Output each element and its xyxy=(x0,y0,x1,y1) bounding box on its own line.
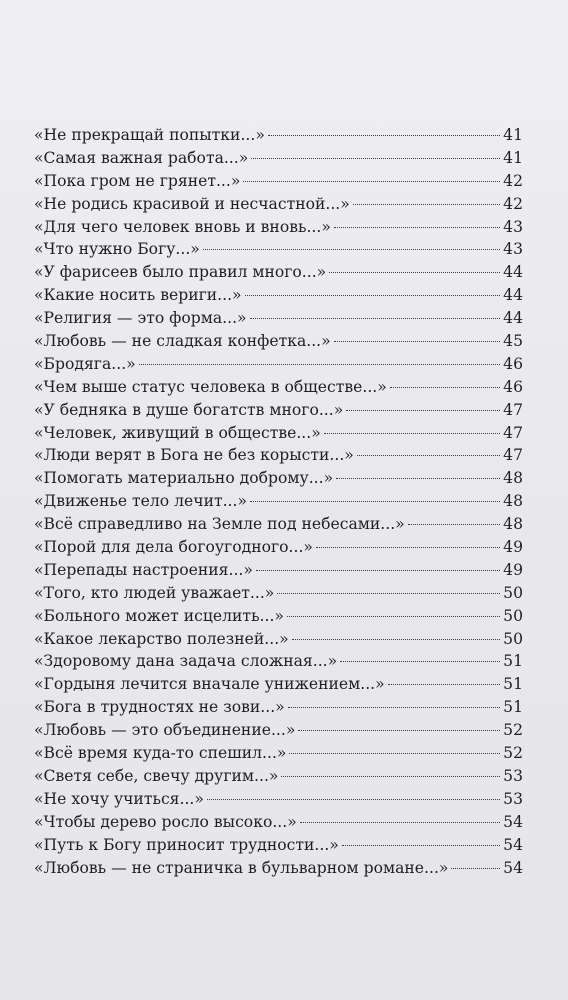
toc-entry-title: «Помогать материально доброму...» xyxy=(34,469,334,488)
toc-entry xyxy=(34,834,523,857)
toc-entry xyxy=(34,147,523,170)
toc-entry-title: «У бедняка в душе богатств много...» xyxy=(34,400,344,419)
toc-entry xyxy=(34,307,523,330)
dot-leader xyxy=(281,776,500,777)
toc-entry-title: «Любовь — не сладкая конфетка...» xyxy=(34,332,331,351)
toc-entry-page-number: 44 xyxy=(503,286,523,305)
toc-entry-page-number: 50 xyxy=(503,583,523,602)
dot-leader xyxy=(250,318,501,319)
toc-entry xyxy=(34,536,523,559)
dot-leader xyxy=(353,204,500,205)
toc-entry-page-number: 48 xyxy=(503,515,523,534)
toc-entry-page-number: 54 xyxy=(503,835,523,854)
dot-leader xyxy=(324,433,500,434)
toc-entry-page-number: 43 xyxy=(503,217,523,236)
toc-entry-title: «Религия — это форма...» xyxy=(34,309,247,328)
toc-entry-title: «Того, кто людей уважает...» xyxy=(34,583,275,602)
table-of-contents xyxy=(34,124,523,879)
toc-entry-page-number: 51 xyxy=(503,698,523,717)
toc-entry xyxy=(34,719,523,742)
toc-entry-page-number: 47 xyxy=(503,400,523,419)
toc-entry-title: «У фарисеев было правил много...» xyxy=(34,263,327,282)
dot-leader xyxy=(207,799,500,800)
dot-leader xyxy=(292,639,500,640)
toc-entry xyxy=(34,261,523,284)
toc-entry-page-number: 51 xyxy=(503,675,523,694)
dot-leader xyxy=(245,295,501,296)
toc-entry xyxy=(34,788,523,811)
toc-entry xyxy=(34,353,523,376)
toc-entry-title: «Не хочу учиться...» xyxy=(34,789,204,808)
dot-leader xyxy=(346,410,500,411)
toc-entry-page-number: 49 xyxy=(503,538,523,557)
dot-leader xyxy=(288,707,500,708)
toc-entry-page-number: 44 xyxy=(503,263,523,282)
toc-entry-title: «Самая важная работа...» xyxy=(34,148,249,167)
toc-entry xyxy=(34,124,523,147)
toc-entry-title: «Для чего человек вновь и вновь...» xyxy=(34,217,331,236)
dot-leader xyxy=(336,478,500,479)
dot-leader xyxy=(408,524,500,525)
toc-entry-page-number: 43 xyxy=(503,240,523,259)
toc-entry xyxy=(34,490,523,513)
toc-entry-page-number: 42 xyxy=(503,171,523,190)
toc-entry-title: «Больного может исцелить...» xyxy=(34,606,284,625)
toc-entry-title: «Всё время куда-то спешил...» xyxy=(34,744,287,763)
toc-entry xyxy=(34,399,523,422)
toc-entry xyxy=(34,170,523,193)
toc-entry-page-number: 46 xyxy=(503,377,523,396)
dot-leader xyxy=(357,455,500,456)
toc-entry xyxy=(34,742,523,765)
toc-entry-page-number: 50 xyxy=(503,629,523,648)
toc-entry-page-number: 54 xyxy=(503,858,523,877)
dot-leader xyxy=(139,364,500,365)
toc-entry xyxy=(34,422,523,445)
dot-leader xyxy=(342,845,500,846)
toc-entry-title: «Бога в трудностях не зови...» xyxy=(34,698,285,717)
toc-entry-title: «Чтобы дерево росло высоко...» xyxy=(34,812,297,831)
toc-entry-title: «Какие носить вериги...» xyxy=(34,286,242,305)
dot-leader xyxy=(289,753,500,754)
dot-leader xyxy=(340,661,500,662)
toc-entry xyxy=(34,673,523,696)
toc-entry-title: «Движенье тело лечит...» xyxy=(34,492,248,511)
toc-entry-page-number: 45 xyxy=(503,332,523,351)
toc-entry xyxy=(34,193,523,216)
toc-entry-page-number: 42 xyxy=(503,194,523,213)
dot-leader xyxy=(287,616,500,617)
toc-entry-page-number: 53 xyxy=(503,789,523,808)
toc-entry-page-number: 47 xyxy=(503,423,523,442)
toc-entry-page-number: 48 xyxy=(503,469,523,488)
toc-entry-title: «Пока гром не грянет...» xyxy=(34,171,241,190)
toc-entry xyxy=(34,765,523,788)
toc-entry-title: «Путь к Богу приносит трудности...» xyxy=(34,835,339,854)
toc-entry xyxy=(34,628,523,651)
toc-entry-title: «Не родись красивой и несчастной...» xyxy=(34,194,350,213)
toc-entry-title: «Любовь — это объединение...» xyxy=(34,721,296,740)
dot-leader xyxy=(203,249,500,250)
toc-entry xyxy=(34,467,523,490)
toc-entry-page-number: 51 xyxy=(503,652,523,671)
toc-entry-page-number: 50 xyxy=(503,606,523,625)
toc-entry-title: «Перепады настроения...» xyxy=(34,560,253,579)
toc-entry-title: «Какое лекарство полезней...» xyxy=(34,629,289,648)
dot-leader xyxy=(251,158,500,159)
toc-entry xyxy=(34,696,523,719)
toc-entry-title: «Бродяга...» xyxy=(34,354,136,373)
toc-entry-page-number: 52 xyxy=(503,721,523,740)
toc-entry xyxy=(34,559,523,582)
dot-leader xyxy=(451,868,500,869)
toc-entry xyxy=(34,857,523,880)
toc-entry-page-number: 47 xyxy=(503,446,523,465)
toc-entry-title: «Любовь — не страничка в бульварном романе...» xyxy=(34,858,449,877)
dot-leader xyxy=(316,547,500,548)
dot-leader xyxy=(334,341,500,342)
toc-entry xyxy=(34,650,523,673)
toc-entry xyxy=(34,811,523,834)
toc-entry xyxy=(34,330,523,353)
dot-leader xyxy=(250,501,500,502)
toc-entry-title: «Порой для дела богоугодного...» xyxy=(34,538,313,557)
toc-entry xyxy=(34,582,523,605)
toc-entry xyxy=(34,376,523,399)
dot-leader xyxy=(390,387,500,388)
toc-entry xyxy=(34,605,523,628)
dot-leader xyxy=(388,684,500,685)
toc-entry-title: «Не прекращай попытки...» xyxy=(34,126,265,144)
toc-entry xyxy=(34,513,523,536)
dot-leader xyxy=(334,227,500,228)
dot-leader xyxy=(298,730,500,731)
toc-entry-page-number: 49 xyxy=(503,560,523,579)
toc-entry-title: «Человек, живущий в обществе...» xyxy=(34,423,321,442)
toc-entry-title: «Что нужно Богу...» xyxy=(34,240,200,259)
toc-entry xyxy=(34,444,523,467)
toc-entry-title: «Гордыня лечится вначале унижением...» xyxy=(34,675,385,694)
dot-leader xyxy=(268,135,500,136)
toc-entry-page-number: 41 xyxy=(503,126,523,144)
dot-leader xyxy=(300,822,500,823)
toc-entry-title: «Чем выше статус человека в обществе...» xyxy=(34,377,387,396)
toc-entry-page-number: 41 xyxy=(503,148,523,167)
dot-leader xyxy=(256,570,500,571)
toc-entry-title: «Светя себе, свечу другим...» xyxy=(34,766,279,785)
toc-entry-page-number: 53 xyxy=(503,766,523,785)
toc-entry xyxy=(34,216,523,239)
dot-leader xyxy=(329,272,500,273)
toc-entry-title: «Всё справедливо на Земле под небесами...» xyxy=(34,515,405,534)
toc-entry-title: «Люди верят в Бога не без корысти...» xyxy=(34,446,354,465)
toc-entry-page-number: 44 xyxy=(503,309,523,328)
toc-entry xyxy=(34,238,523,261)
toc-entry-page-number: 54 xyxy=(503,812,523,831)
toc-entry-page-number: 48 xyxy=(503,492,523,511)
toc-entry-title: «Здоровому дана задача сложная...» xyxy=(34,652,338,671)
toc-entry-page-number: 46 xyxy=(503,354,523,373)
toc-entry-page-number: 52 xyxy=(503,744,523,763)
dot-leader xyxy=(277,593,500,594)
dot-leader xyxy=(243,181,500,182)
toc-entry xyxy=(34,284,523,307)
